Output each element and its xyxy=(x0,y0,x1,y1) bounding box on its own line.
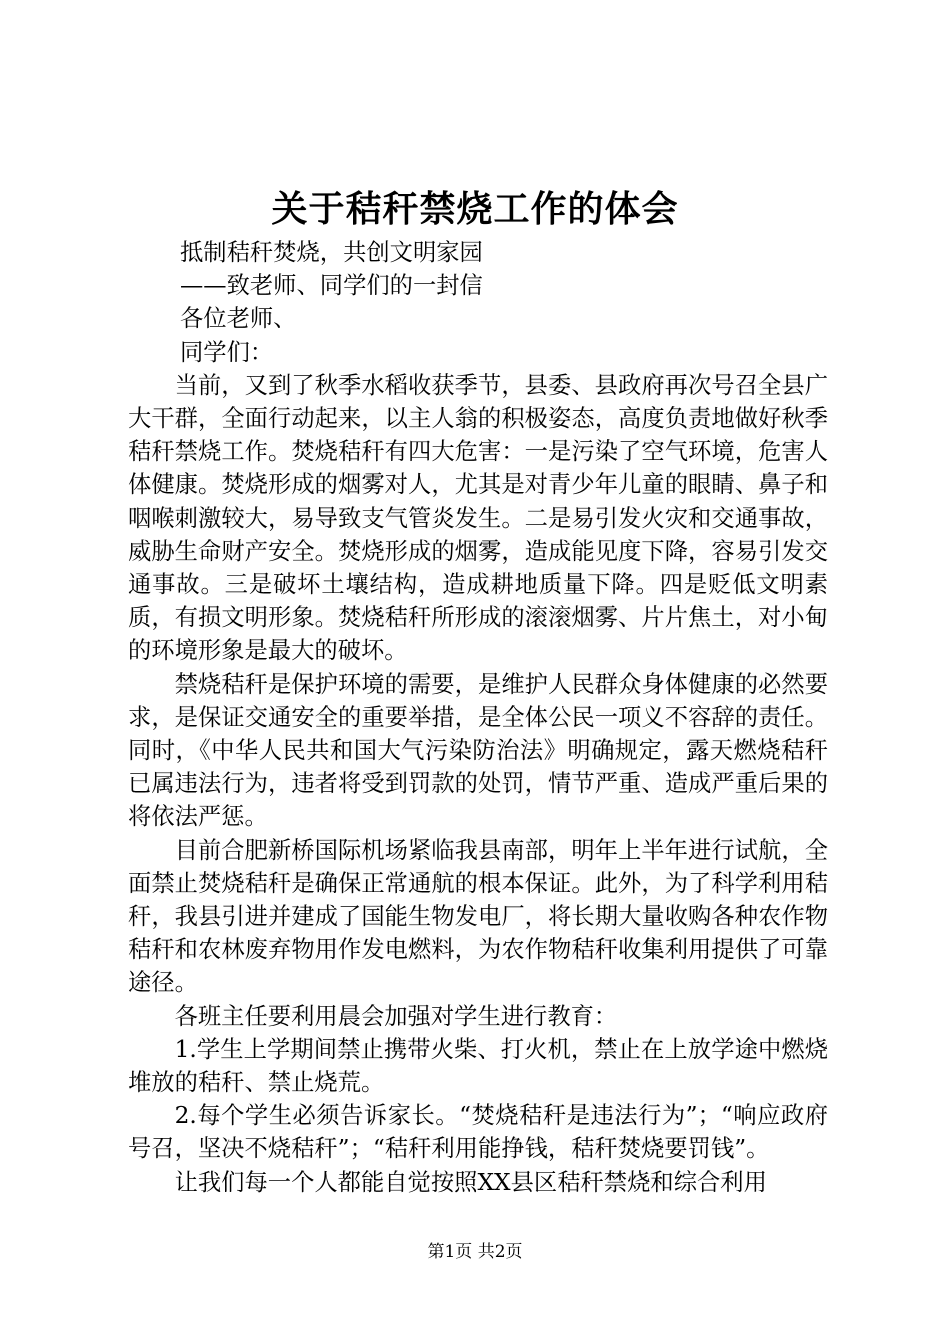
salutation-students: 同学们： xyxy=(180,338,274,366)
letter-subheading: ——致老师、同学们的一封信 xyxy=(180,272,483,300)
document-body xyxy=(128,236,828,1199)
list-item-1: 1.学生上学期间禁止携带火柴、打火机，禁止在上放学途中燃烧堆放的秸秆、禁止烧荒。 xyxy=(128,1035,828,1097)
letter-heading: 抵制秸秆焚烧，共创文明家园 xyxy=(180,239,483,266)
paragraph-airport: 目前合肥新桥国际机场紧临我县南部，明年上半年进行试航，全面禁止焚烧秸秆是确保正常通航的根本保证。此外，为了科学利用秸秆，我县引进并建成了国能生物发电厂，将长期大量收购各种农作物秸秆和农林废弃物用作发电燃料，为农作物秸秆收集利用提供了可靠途径。 xyxy=(128,836,828,997)
paragraph-harms: 当前，又到了秋季水稻收获季节，县委、县政府再次号召全县广大干群，全面行动起来，以主人翁的积极姿态，高度负责地做好秋季秸秆禁烧工作。焚烧秸秆有四大危害：一是污染了空气环境，危害人体健康。焚烧形成的烟雾对人，尤其是对青少年儿童的眼睛、鼻子和咽喉刺激较大，易导致支气管炎发生。二是易引发火灾和交通事故，威胁生命财产安全。焚烧形成的烟雾，造成能见度下降，容易引发交通事故。三是破坏土壤结构，造成耕地质量下降。四是贬低文明素质，有损文明形象。焚烧秸秆所形成的滚滚烟雾、片片焦土，对小甸的环境形象是最大的破坏。 xyxy=(128,371,828,665)
document-title: 关于秸秆禁烧工作的体会 xyxy=(271,188,679,230)
list-item-2: 2.每个学生必须告诉家长。“焚烧秸秆是违法行为”；“响应政府号召，坚决不烧秸秆”；“秸秆利用能挣钱，秸秆焚烧要罚钱”。 xyxy=(128,1102,828,1163)
page-number: 第1页 共2页 xyxy=(427,1242,523,1262)
paragraph-requirements: 禁烧秸秆是保护环境的需要，是维护人民群众身体健康的必然要求，是保证交通安全的重要举措，是全体公民一项义不容辞的责任。同时，《中华人民共和国大气污染防治法》明确规定，露天燃烧秸秆已属违法行为，违者将受到罚款的处罚，情节严重、造成严重后果的将依法严惩。 xyxy=(128,670,828,831)
salutation-teachers: 各位老师、 xyxy=(180,305,297,333)
paragraph-closing: 让我们每一个人都能自觉按照XX县区秸秆禁烧和综合利用 xyxy=(174,1168,767,1196)
paragraph-teachers-instruction: 各班主任要利用晨会加强对学生进行教育： xyxy=(174,1002,618,1030)
